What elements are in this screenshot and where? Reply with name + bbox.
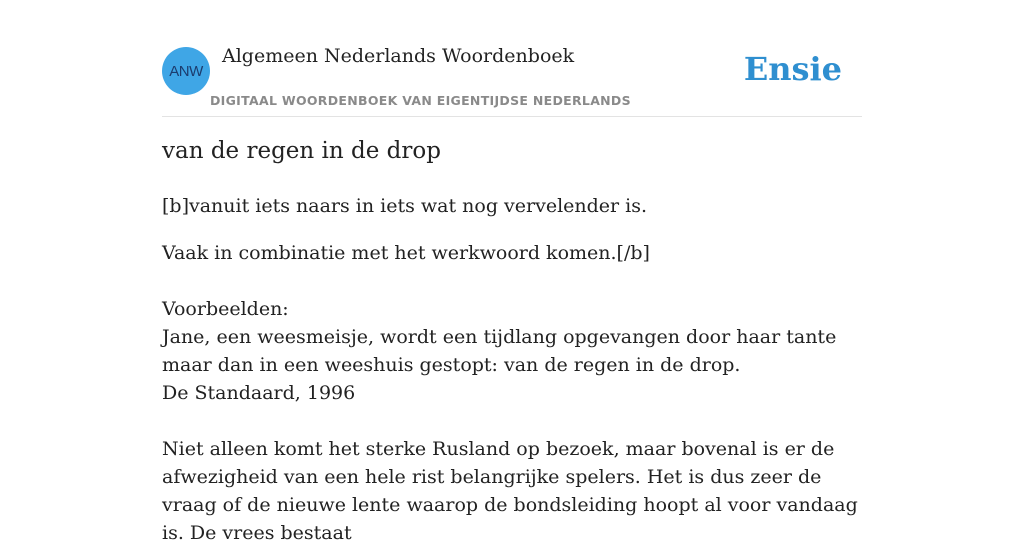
entry-definition: [b]vanuit iets naars in iets wat nog vervelender is. — [162, 195, 648, 217]
content-container — [162, 0, 862, 544]
site-header — [162, 0, 862, 117]
spacer — [162, 267, 862, 295]
entry-note: Vaak in combinatie met het werkwoord komen.[/b] — [162, 242, 650, 264]
spacer — [162, 407, 862, 435]
example-source: De Standaard, 1996 — [162, 382, 356, 404]
anw-logo[interactable] — [162, 47, 210, 95]
site-title[interactable]: Algemeen Nederlands Woordenboek — [222, 45, 575, 67]
anw-logo-text: ANW — [169, 62, 203, 80]
example-text: Niet alleen komt het sterke Rusland op bezoek, maar bovenal is er de afwezigheid van een hele rist belangrijke spelers. Het is dus zeer de vraag of de nieuwe lente waarop de bondsleiding hoopt al voor vandaag is. De vrees bestaat — [162, 438, 858, 544]
example-text: Jane, een weesmeisje, wordt een tijdlang opgevangen door haar tante maar dan in een weeshuis gestopt: van de regen in de drop. — [162, 326, 837, 376]
entry-title: van de regen in de drop — [162, 138, 441, 164]
ensie-brand-link[interactable]: Ensie — [743, 50, 842, 88]
entry-body — [162, 192, 862, 547]
examples-label: Voorbeelden: — [162, 298, 289, 320]
spacer — [162, 220, 862, 239]
site-subtitle: DIGITAAL WOORDENBOEK VAN EIGENTIJDSE NEDERLANDS — [210, 93, 631, 108]
